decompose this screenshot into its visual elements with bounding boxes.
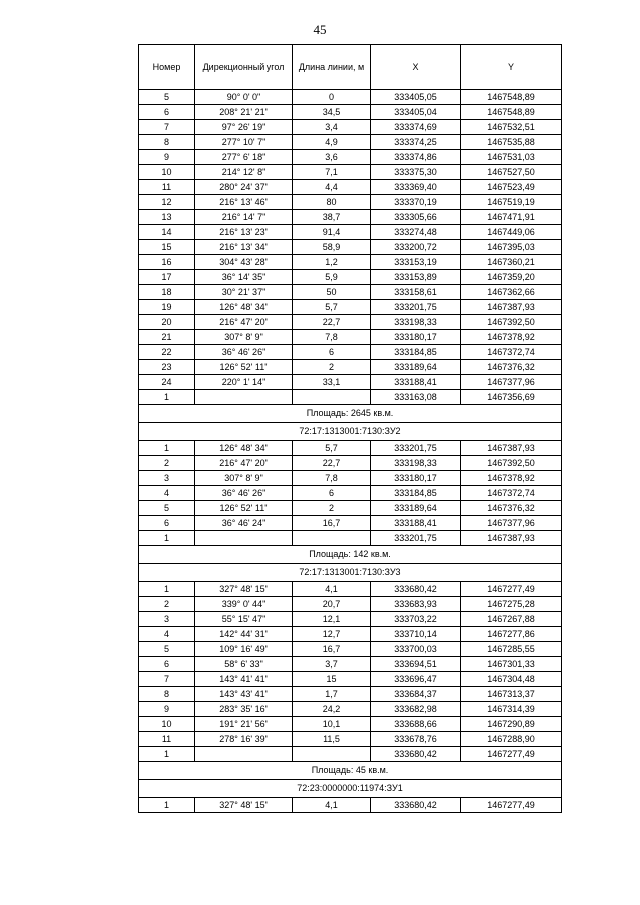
- table-row: [139, 732, 562, 747]
- header-x: X: [371, 45, 461, 90]
- coord-x: 333680,42: [371, 582, 461, 597]
- point-number: 11: [139, 180, 195, 195]
- point-number: 10: [139, 165, 195, 180]
- table-body: [139, 90, 562, 813]
- table-row: [139, 456, 562, 471]
- point-number: 9: [139, 702, 195, 717]
- line-length: 0: [293, 90, 371, 105]
- line-length: 50: [293, 285, 371, 300]
- coord-y: 1467392,50: [461, 315, 562, 330]
- coord-x: 333153,89: [371, 270, 461, 285]
- table-row: [139, 240, 562, 255]
- coord-y: 1467285,55: [461, 642, 562, 657]
- direction-angle: 327° 48' 15": [195, 582, 293, 597]
- direction-angle: 304° 43' 28": [195, 255, 293, 270]
- line-length: 1,2: [293, 255, 371, 270]
- point-number: 13: [139, 210, 195, 225]
- point-number: 21: [139, 330, 195, 345]
- direction-angle: 126° 48' 34": [195, 441, 293, 456]
- point-number: 16: [139, 255, 195, 270]
- direction-angle: 216° 14' 7": [195, 210, 293, 225]
- direction-angle: 280° 24' 37": [195, 180, 293, 195]
- coord-y: 1467362,66: [461, 285, 562, 300]
- direction-angle: 216° 13' 34": [195, 240, 293, 255]
- point-number: 1: [139, 582, 195, 597]
- coord-x: 333696,47: [371, 672, 461, 687]
- coord-x: 333201,75: [371, 441, 461, 456]
- coord-y: 1467313,37: [461, 687, 562, 702]
- table-row: [139, 471, 562, 486]
- line-length: 22,7: [293, 315, 371, 330]
- coord-y: 1467372,74: [461, 486, 562, 501]
- line-length: 80: [293, 195, 371, 210]
- direction-angle: 277° 10' 7": [195, 135, 293, 150]
- coord-x: 333684,37: [371, 687, 461, 702]
- coord-x: 333703,22: [371, 612, 461, 627]
- direction-angle: 216° 47' 20": [195, 315, 293, 330]
- direction-angle: 191° 21' 56": [195, 717, 293, 732]
- coord-y: 1467548,89: [461, 90, 562, 105]
- point-number: 5: [139, 90, 195, 105]
- direction-angle: 36° 46' 26": [195, 345, 293, 360]
- direction-angle: 327° 48' 15": [195, 798, 293, 813]
- coord-y: 1467267,88: [461, 612, 562, 627]
- point-number: 20: [139, 315, 195, 330]
- table-row: [139, 285, 562, 300]
- coord-x: 333198,33: [371, 456, 461, 471]
- point-number: 1: [139, 531, 195, 546]
- coord-y: 1467360,21: [461, 255, 562, 270]
- table-row: [139, 642, 562, 657]
- table-row: [139, 441, 562, 456]
- coord-x: 333200,72: [371, 240, 461, 255]
- direction-angle: 214° 12' 8": [195, 165, 293, 180]
- table-row: [139, 210, 562, 225]
- coord-y: 1467387,93: [461, 300, 562, 315]
- point-number: 22: [139, 345, 195, 360]
- table-row: [139, 165, 562, 180]
- direction-angle: 109° 16' 49": [195, 642, 293, 657]
- point-number: 4: [139, 486, 195, 501]
- point-number: 23: [139, 360, 195, 375]
- area-label: Площадь: 142 кв.м.: [139, 546, 562, 564]
- coord-x: 333153,19: [371, 255, 461, 270]
- coord-x: 333369,40: [371, 180, 461, 195]
- line-length: 34,5: [293, 105, 371, 120]
- coord-x: 333201,75: [371, 531, 461, 546]
- point-number: 8: [139, 687, 195, 702]
- coord-y: 1467471,91: [461, 210, 562, 225]
- line-length: 5,7: [293, 441, 371, 456]
- direction-angle: 36° 46' 26": [195, 486, 293, 501]
- header-direction-angle: Дирекционный угол: [195, 45, 293, 90]
- coord-y: 1467356,69: [461, 390, 562, 405]
- parcel-title: 72:17:1313001:7130:ЗУ2: [139, 423, 562, 441]
- coord-x: 333180,17: [371, 471, 461, 486]
- point-number: 7: [139, 672, 195, 687]
- coord-x: 333374,86: [371, 150, 461, 165]
- coord-y: 1467548,89: [461, 105, 562, 120]
- area-row: [139, 405, 562, 423]
- coord-y: 1467378,92: [461, 471, 562, 486]
- line-length: 7,1: [293, 165, 371, 180]
- point-number: 7: [139, 120, 195, 135]
- coord-x: 333680,42: [371, 798, 461, 813]
- header-number: Номер: [139, 45, 195, 90]
- line-length: 6: [293, 486, 371, 501]
- coord-x: 333405,04: [371, 105, 461, 120]
- coord-x: 333710,14: [371, 627, 461, 642]
- table-row: [139, 150, 562, 165]
- line-length: 3,4: [293, 120, 371, 135]
- line-length: 7,8: [293, 330, 371, 345]
- coord-x: 333189,64: [371, 501, 461, 516]
- coord-y: 1467532,51: [461, 120, 562, 135]
- parcel-title-row: [139, 564, 562, 582]
- line-length: 24,2: [293, 702, 371, 717]
- table-row: [139, 90, 562, 105]
- table-row: [139, 195, 562, 210]
- coord-y: 1467387,93: [461, 441, 562, 456]
- area-row: [139, 762, 562, 780]
- table-row: [139, 516, 562, 531]
- coord-x: 333180,17: [371, 330, 461, 345]
- point-number: 5: [139, 642, 195, 657]
- coord-x: 333375,30: [371, 165, 461, 180]
- direction-angle: 278° 16' 39": [195, 732, 293, 747]
- table-row: [139, 105, 562, 120]
- line-length: 38,7: [293, 210, 371, 225]
- coord-y: 1467277,49: [461, 582, 562, 597]
- coord-y: 1467372,74: [461, 345, 562, 360]
- table-row: [139, 687, 562, 702]
- direction-angle: 339° 0' 44": [195, 597, 293, 612]
- direction-angle: [195, 531, 293, 546]
- point-number: 1: [139, 798, 195, 813]
- point-number: 5: [139, 501, 195, 516]
- point-number: 1: [139, 747, 195, 762]
- point-number: 6: [139, 657, 195, 672]
- point-number: 18: [139, 285, 195, 300]
- coord-x: 333374,69: [371, 120, 461, 135]
- direction-angle: 307° 8' 9": [195, 471, 293, 486]
- coord-x: 333680,42: [371, 747, 461, 762]
- point-number: 8: [139, 135, 195, 150]
- point-number: 6: [139, 105, 195, 120]
- coord-y: 1467378,92: [461, 330, 562, 345]
- table-row: [139, 360, 562, 375]
- direction-angle: 216° 13' 23": [195, 225, 293, 240]
- line-length: 4,4: [293, 180, 371, 195]
- coord-x: 333370,19: [371, 195, 461, 210]
- table-row: [139, 120, 562, 135]
- line-length: 5,9: [293, 270, 371, 285]
- point-number: 10: [139, 717, 195, 732]
- coord-y: 1467290,89: [461, 717, 562, 732]
- point-number: 14: [139, 225, 195, 240]
- coord-y: 1467376,32: [461, 501, 562, 516]
- coord-y: 1467376,32: [461, 360, 562, 375]
- coord-y: 1467275,28: [461, 597, 562, 612]
- direction-angle: 97° 26' 19": [195, 120, 293, 135]
- direction-angle: 220° 1' 14": [195, 375, 293, 390]
- line-length: 4,1: [293, 798, 371, 813]
- coord-y: 1467377,96: [461, 516, 562, 531]
- coord-x: 333694,51: [371, 657, 461, 672]
- coord-y: 1467301,33: [461, 657, 562, 672]
- coord-x: 333188,41: [371, 375, 461, 390]
- coord-y: 1467359,20: [461, 270, 562, 285]
- direction-angle: 307° 8' 9": [195, 330, 293, 345]
- table-row: [139, 375, 562, 390]
- line-length: 3,6: [293, 150, 371, 165]
- parcel-title: 72:17:1313001:7130:ЗУ3: [139, 564, 562, 582]
- table-row: [139, 747, 562, 762]
- direction-angle: 30° 21' 37": [195, 285, 293, 300]
- coord-x: 333188,41: [371, 516, 461, 531]
- direction-angle: 277° 6' 18": [195, 150, 293, 165]
- coord-y: 1467527,50: [461, 165, 562, 180]
- table-row: [139, 531, 562, 546]
- coord-x: 333274,48: [371, 225, 461, 240]
- parcel-title-row: [139, 423, 562, 441]
- parcel-title-row: [139, 780, 562, 798]
- line-length: 6: [293, 345, 371, 360]
- point-number: 4: [139, 627, 195, 642]
- direction-angle: 36° 46' 24": [195, 516, 293, 531]
- table-row: [139, 657, 562, 672]
- table-header-row: [139, 45, 562, 90]
- coord-y: 1467288,90: [461, 732, 562, 747]
- table-row: [139, 315, 562, 330]
- area-row: [139, 546, 562, 564]
- line-length: 15: [293, 672, 371, 687]
- point-number: 24: [139, 375, 195, 390]
- direction-angle: 143° 41' 41": [195, 672, 293, 687]
- direction-angle: 55° 15' 47": [195, 612, 293, 627]
- direction-angle: 126° 52' 11": [195, 360, 293, 375]
- direction-angle: 216° 13' 46": [195, 195, 293, 210]
- point-number: 2: [139, 597, 195, 612]
- coord-x: 333682,98: [371, 702, 461, 717]
- table-row: [139, 612, 562, 627]
- direction-angle: 58° 6' 33": [195, 657, 293, 672]
- coord-x: 333688,66: [371, 717, 461, 732]
- coord-x: 333678,76: [371, 732, 461, 747]
- line-length: 10,1: [293, 717, 371, 732]
- line-length: 11,5: [293, 732, 371, 747]
- line-length: 3,7: [293, 657, 371, 672]
- coord-x: 333700,03: [371, 642, 461, 657]
- point-number: 3: [139, 612, 195, 627]
- table-row: [139, 180, 562, 195]
- table-row: [139, 702, 562, 717]
- line-length: 58,9: [293, 240, 371, 255]
- direction-angle: 283° 35' 16": [195, 702, 293, 717]
- line-length: 1,7: [293, 687, 371, 702]
- point-number: 15: [139, 240, 195, 255]
- point-number: 17: [139, 270, 195, 285]
- table-row: [139, 255, 562, 270]
- table-row: [139, 225, 562, 240]
- line-length: 4,9: [293, 135, 371, 150]
- direction-angle: [195, 747, 293, 762]
- line-length: 2: [293, 501, 371, 516]
- coord-x: 333158,61: [371, 285, 461, 300]
- coordinates-table: [138, 44, 562, 813]
- line-length: 12,7: [293, 627, 371, 642]
- line-length: 20,7: [293, 597, 371, 612]
- table-row: [139, 582, 562, 597]
- table-row: [139, 627, 562, 642]
- line-length: 91,4: [293, 225, 371, 240]
- coord-x: 333374,25: [371, 135, 461, 150]
- coord-y: 1467277,49: [461, 798, 562, 813]
- coord-y: 1467449,06: [461, 225, 562, 240]
- point-number: 1: [139, 390, 195, 405]
- table-row: [139, 345, 562, 360]
- table-row: [139, 486, 562, 501]
- line-length: 2: [293, 360, 371, 375]
- line-length: 4,1: [293, 582, 371, 597]
- coord-y: 1467277,49: [461, 747, 562, 762]
- coord-x: 333198,33: [371, 315, 461, 330]
- coord-x: 333683,93: [371, 597, 461, 612]
- coord-x: 333184,85: [371, 486, 461, 501]
- direction-angle: 142° 44' 31": [195, 627, 293, 642]
- coord-y: 1467387,93: [461, 531, 562, 546]
- point-number: 9: [139, 150, 195, 165]
- line-length: 5,7: [293, 300, 371, 315]
- table-row: [139, 390, 562, 405]
- coord-y: 1467523,49: [461, 180, 562, 195]
- line-length: 22,7: [293, 456, 371, 471]
- point-number: 19: [139, 300, 195, 315]
- line-length: 16,7: [293, 642, 371, 657]
- table-row: [139, 300, 562, 315]
- parcel-title: 72:23:0000000:11974:ЗУ1: [139, 780, 562, 798]
- point-number: 1: [139, 441, 195, 456]
- line-length: 16,7: [293, 516, 371, 531]
- table-row: [139, 501, 562, 516]
- point-number: 2: [139, 456, 195, 471]
- coord-x: 333305,66: [371, 210, 461, 225]
- line-length: 12,1: [293, 612, 371, 627]
- point-number: 12: [139, 195, 195, 210]
- area-label: Площадь: 2645 кв.м.: [139, 405, 562, 423]
- coord-x: 333184,85: [371, 345, 461, 360]
- coord-x: 333163,08: [371, 390, 461, 405]
- line-length: [293, 531, 371, 546]
- direction-angle: 126° 48' 34": [195, 300, 293, 315]
- table-row: [139, 798, 562, 813]
- direction-angle: 208° 21' 21": [195, 105, 293, 120]
- line-length: 33,1: [293, 375, 371, 390]
- coord-x: 333405,05: [371, 90, 461, 105]
- table-row: [139, 330, 562, 345]
- line-length: 7,8: [293, 471, 371, 486]
- header-line-length: Длина линии, м: [293, 45, 371, 90]
- coord-y: 1467277,86: [461, 627, 562, 642]
- header-y: Y: [461, 45, 562, 90]
- table-row: [139, 597, 562, 612]
- direction-angle: [195, 390, 293, 405]
- coord-y: 1467377,96: [461, 375, 562, 390]
- direction-angle: 36° 14' 35": [195, 270, 293, 285]
- coord-y: 1467314,39: [461, 702, 562, 717]
- page-number: 45: [313, 22, 327, 37]
- coord-y: 1467392,50: [461, 456, 562, 471]
- direction-angle: 143° 43' 41": [195, 687, 293, 702]
- table-row: [139, 135, 562, 150]
- line-length: [293, 390, 371, 405]
- direction-angle: 216° 47' 20": [195, 456, 293, 471]
- coord-x: 333189,64: [371, 360, 461, 375]
- table-row: [139, 672, 562, 687]
- direction-angle: 90° 0' 0": [195, 90, 293, 105]
- coord-y: 1467304,48: [461, 672, 562, 687]
- coord-y: 1467519,19: [461, 195, 562, 210]
- coord-x: 333201,75: [371, 300, 461, 315]
- point-number: 6: [139, 516, 195, 531]
- table-row: [139, 270, 562, 285]
- table-row: [139, 717, 562, 732]
- point-number: 11: [139, 732, 195, 747]
- coord-y: 1467535,88: [461, 135, 562, 150]
- line-length: [293, 747, 371, 762]
- coord-y: 1467531,03: [461, 150, 562, 165]
- area-label: Площадь: 45 кв.м.: [139, 762, 562, 780]
- direction-angle: 126° 52' 11": [195, 501, 293, 516]
- point-number: 3: [139, 471, 195, 486]
- coord-y: 1467395,03: [461, 240, 562, 255]
